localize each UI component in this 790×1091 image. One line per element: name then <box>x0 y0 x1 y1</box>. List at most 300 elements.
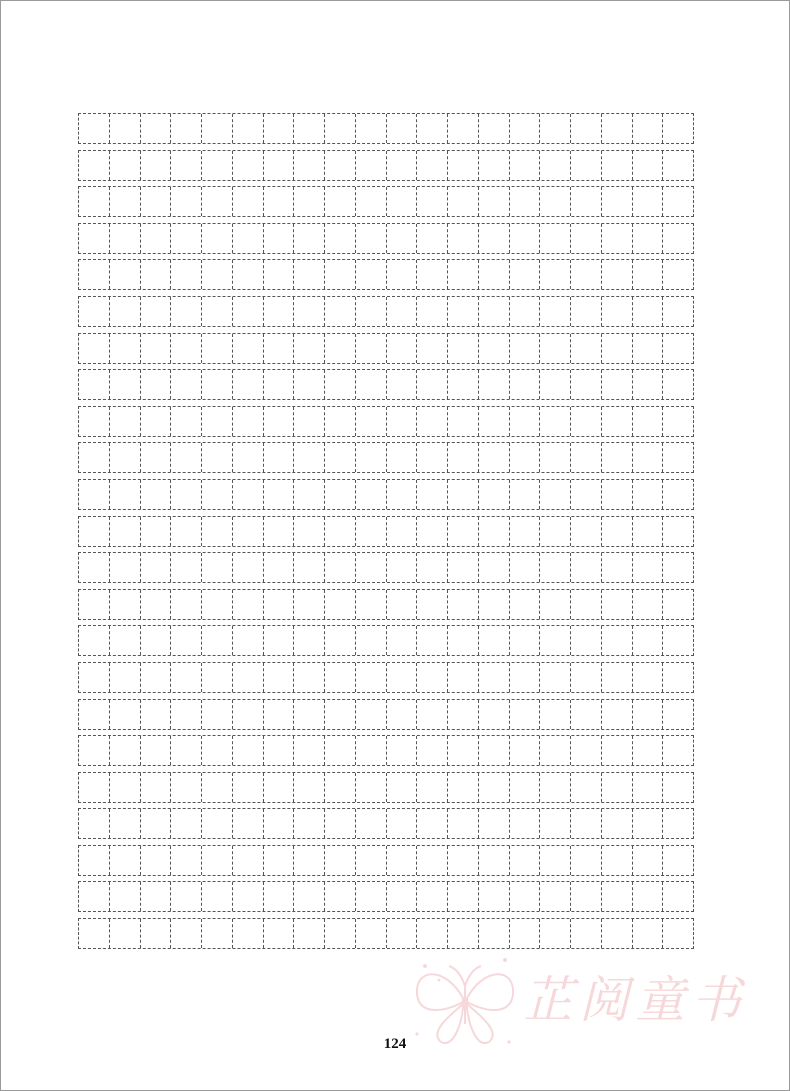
grid-cell <box>171 517 202 546</box>
grid-cell <box>110 882 141 911</box>
grid-cell <box>171 700 202 729</box>
grid-cell <box>540 517 571 546</box>
grid-cell <box>264 114 295 143</box>
grid-cell <box>387 151 418 180</box>
grid-cell <box>387 736 418 765</box>
grid-cell <box>571 626 602 655</box>
grid-cell <box>510 663 541 692</box>
grid-cell <box>202 590 233 619</box>
grid-cell <box>171 260 202 289</box>
grid-cell <box>356 736 387 765</box>
grid-cell <box>79 407 110 436</box>
grid-cell <box>79 846 110 875</box>
grid-cell <box>663 334 693 363</box>
grid-cell <box>448 590 479 619</box>
grid-cell <box>233 114 264 143</box>
grid-cell <box>602 260 633 289</box>
grid-cell <box>510 260 541 289</box>
grid-cell <box>387 553 418 582</box>
grid-cell <box>448 224 479 253</box>
grid-cell <box>448 443 479 472</box>
grid-cell <box>387 663 418 692</box>
grid-cell <box>171 809 202 838</box>
grid-cell <box>602 407 633 436</box>
grid-cell <box>325 517 356 546</box>
grid-cell <box>325 736 356 765</box>
grid-cell <box>663 882 693 911</box>
grid-cell <box>264 736 295 765</box>
grid-cell <box>294 553 325 582</box>
grid-cell <box>294 260 325 289</box>
grid-cell <box>417 114 448 143</box>
grid-cell <box>540 590 571 619</box>
grid-cell <box>233 407 264 436</box>
grid-cell <box>510 517 541 546</box>
grid-row <box>78 589 694 620</box>
grid-cell <box>356 297 387 326</box>
grid-cell <box>602 517 633 546</box>
grid-cell <box>264 443 295 472</box>
grid-cell <box>110 553 141 582</box>
grid-cell <box>479 260 510 289</box>
grid-cell <box>110 626 141 655</box>
grid-cell <box>264 919 295 948</box>
grid-cell <box>141 553 172 582</box>
grid-cell <box>294 114 325 143</box>
grid-cell <box>294 224 325 253</box>
grid-cell <box>264 517 295 546</box>
grid-cell <box>663 736 693 765</box>
grid-cell <box>448 517 479 546</box>
grid-row <box>78 625 694 656</box>
grid-cell <box>141 114 172 143</box>
grid-cell <box>110 297 141 326</box>
grid-cell <box>264 809 295 838</box>
grid-row <box>78 186 694 217</box>
grid-row <box>78 113 694 144</box>
grid-cell <box>79 590 110 619</box>
grid-cell <box>79 260 110 289</box>
grid-cell <box>633 151 664 180</box>
grid-cell <box>479 663 510 692</box>
grid-cell <box>510 334 541 363</box>
grid-cell <box>202 663 233 692</box>
grid-cell <box>110 370 141 399</box>
grid-cell <box>79 919 110 948</box>
grid-cell <box>294 773 325 802</box>
grid-cell <box>387 626 418 655</box>
grid-cell <box>141 187 172 216</box>
grid-cell <box>602 224 633 253</box>
grid-cell <box>171 114 202 143</box>
grid-cell <box>264 882 295 911</box>
grid-cell <box>325 443 356 472</box>
grid-cell <box>325 882 356 911</box>
grid-cell <box>264 626 295 655</box>
grid-cell <box>571 187 602 216</box>
grid-cell <box>356 370 387 399</box>
grid-cell <box>356 260 387 289</box>
grid-cell <box>540 882 571 911</box>
grid-cell <box>387 846 418 875</box>
grid-cell <box>448 553 479 582</box>
grid-cell <box>510 736 541 765</box>
grid-cell <box>233 626 264 655</box>
grid-cell <box>540 151 571 180</box>
grid-cell <box>202 224 233 253</box>
grid-cell <box>356 846 387 875</box>
grid-cell <box>540 370 571 399</box>
grid-cell <box>110 919 141 948</box>
grid-cell <box>356 626 387 655</box>
grid-cell <box>264 297 295 326</box>
grid-cell <box>110 846 141 875</box>
grid-cell <box>479 114 510 143</box>
grid-cell <box>479 626 510 655</box>
grid-cell <box>387 260 418 289</box>
grid-cell <box>294 151 325 180</box>
grid-cell <box>663 114 693 143</box>
grid-cell <box>356 480 387 509</box>
grid-cell <box>79 297 110 326</box>
grid-cell <box>233 846 264 875</box>
grid-cell <box>602 663 633 692</box>
grid-cell <box>264 590 295 619</box>
grid-cell <box>540 663 571 692</box>
grid-cell <box>633 773 664 802</box>
grid-cell <box>540 187 571 216</box>
grid-cell <box>141 590 172 619</box>
grid-cell <box>79 480 110 509</box>
grid-cell <box>417 809 448 838</box>
grid-cell <box>294 590 325 619</box>
grid-cell <box>540 626 571 655</box>
grid-cell <box>479 407 510 436</box>
grid-cell <box>448 480 479 509</box>
grid-cell <box>325 114 356 143</box>
grid-cell <box>417 773 448 802</box>
grid-cell <box>571 517 602 546</box>
grid-row <box>78 259 694 290</box>
grid-row <box>78 442 694 473</box>
grid-cell <box>233 663 264 692</box>
grid-cell <box>141 663 172 692</box>
grid-cell <box>110 187 141 216</box>
grid-cell <box>633 260 664 289</box>
grid-cell <box>571 443 602 472</box>
grid-cell <box>417 224 448 253</box>
grid-cell <box>356 553 387 582</box>
grid-cell <box>602 809 633 838</box>
grid-cell <box>571 224 602 253</box>
grid-cell <box>325 553 356 582</box>
grid-cell <box>602 151 633 180</box>
grid-cell <box>633 663 664 692</box>
grid-cell <box>264 370 295 399</box>
grid-cell <box>663 553 693 582</box>
grid-row <box>78 223 694 254</box>
grid-cell <box>294 626 325 655</box>
grid-cell <box>571 590 602 619</box>
grid-cell <box>663 517 693 546</box>
grid-cell <box>171 187 202 216</box>
grid-cell <box>479 297 510 326</box>
grid-cell <box>479 736 510 765</box>
grid-cell <box>141 224 172 253</box>
grid-cell <box>510 773 541 802</box>
grid-cell <box>663 224 693 253</box>
grid-cell <box>79 809 110 838</box>
grid-cell <box>633 809 664 838</box>
grid-cell <box>510 480 541 509</box>
grid-cell <box>633 370 664 399</box>
grid-row <box>78 406 694 437</box>
grid-row <box>78 369 694 400</box>
grid-cell <box>141 443 172 472</box>
grid-cell <box>387 334 418 363</box>
grid-cell <box>325 260 356 289</box>
grid-cell <box>602 443 633 472</box>
grid-cell <box>233 590 264 619</box>
grid-cell <box>233 224 264 253</box>
grid-cell <box>479 590 510 619</box>
grid-cell <box>202 919 233 948</box>
grid-cell <box>510 553 541 582</box>
grid-cell <box>110 773 141 802</box>
grid-cell <box>417 663 448 692</box>
grid-cell <box>387 480 418 509</box>
grid-cell <box>110 480 141 509</box>
grid-cell <box>663 151 693 180</box>
grid-cell <box>633 224 664 253</box>
grid-cell <box>633 114 664 143</box>
grid-cell <box>141 773 172 802</box>
grid-cell <box>510 187 541 216</box>
grid-cell <box>571 114 602 143</box>
grid-cell <box>141 260 172 289</box>
grid-cell <box>141 736 172 765</box>
grid-cell <box>540 809 571 838</box>
grid-cell <box>202 736 233 765</box>
grid-cell <box>325 809 356 838</box>
grid-cell <box>417 334 448 363</box>
grid-cell <box>448 187 479 216</box>
grid-cell <box>663 773 693 802</box>
grid-cell <box>233 773 264 802</box>
grid-cell <box>356 517 387 546</box>
grid-cell <box>479 846 510 875</box>
grid-cell <box>540 407 571 436</box>
grid-cell <box>79 700 110 729</box>
grid-cell <box>633 553 664 582</box>
grid-cell <box>356 700 387 729</box>
grid-cell <box>294 370 325 399</box>
grid-cell <box>294 846 325 875</box>
grid-cell <box>110 224 141 253</box>
grid-cell <box>79 443 110 472</box>
grid-cell <box>602 334 633 363</box>
grid-cell <box>264 773 295 802</box>
grid-cell <box>633 590 664 619</box>
grid-cell <box>171 663 202 692</box>
grid-cell <box>79 114 110 143</box>
grid-cell <box>79 517 110 546</box>
grid-cell <box>510 846 541 875</box>
grid-cell <box>663 809 693 838</box>
grid-cell <box>141 370 172 399</box>
grid-cell <box>356 773 387 802</box>
grid-cell <box>294 517 325 546</box>
grid-cell <box>356 407 387 436</box>
grid-cell <box>510 443 541 472</box>
grid-cell <box>233 297 264 326</box>
grid-cell <box>479 773 510 802</box>
grid-cell <box>448 114 479 143</box>
grid-cell <box>171 443 202 472</box>
grid-cell <box>79 663 110 692</box>
grid-cell <box>479 480 510 509</box>
grid-cell <box>540 846 571 875</box>
grid-cell <box>141 151 172 180</box>
grid-cell <box>571 700 602 729</box>
grid-cell <box>448 297 479 326</box>
grid-row <box>78 772 694 803</box>
grid-cell <box>233 151 264 180</box>
grid-row <box>78 296 694 327</box>
grid-cell <box>356 443 387 472</box>
grid-cell <box>387 517 418 546</box>
grid-cell <box>294 700 325 729</box>
grid-cell <box>633 882 664 911</box>
grid-cell <box>448 260 479 289</box>
grid-cell <box>141 809 172 838</box>
grid-cell <box>141 297 172 326</box>
grid-cell <box>110 407 141 436</box>
grid-cell <box>510 151 541 180</box>
grid-cell <box>110 114 141 143</box>
grid-row <box>78 333 694 364</box>
grid-cell <box>417 736 448 765</box>
grid-cell <box>356 187 387 216</box>
grid-cell <box>110 736 141 765</box>
grid-cell <box>602 626 633 655</box>
grid-cell <box>510 224 541 253</box>
grid-cell <box>171 297 202 326</box>
grid-cell <box>325 297 356 326</box>
grid-cell <box>264 407 295 436</box>
grid-cell <box>294 809 325 838</box>
grid-cell <box>141 626 172 655</box>
grid-cell <box>448 809 479 838</box>
grid-cell <box>602 480 633 509</box>
grid-cell <box>110 260 141 289</box>
grid-cell <box>540 700 571 729</box>
grid-cell <box>325 846 356 875</box>
grid-cell <box>479 443 510 472</box>
grid-cell <box>571 297 602 326</box>
grid-cell <box>141 480 172 509</box>
grid-cell <box>325 590 356 619</box>
grid-cell <box>110 809 141 838</box>
grid-cell <box>448 370 479 399</box>
grid-cell <box>202 846 233 875</box>
grid-cell <box>202 370 233 399</box>
grid-cell <box>264 846 295 875</box>
grid-cell <box>264 553 295 582</box>
grid-row <box>78 845 694 876</box>
grid-cell <box>294 443 325 472</box>
grid-cell <box>633 846 664 875</box>
grid-cell <box>387 809 418 838</box>
grid-cell <box>479 809 510 838</box>
grid-cell <box>264 187 295 216</box>
grid-cell <box>479 553 510 582</box>
grid-cell <box>325 187 356 216</box>
grid-cell <box>540 480 571 509</box>
grid-cell <box>294 919 325 948</box>
grid-cell <box>202 297 233 326</box>
grid-cell <box>202 882 233 911</box>
grid-cell <box>356 919 387 948</box>
grid-cell <box>387 882 418 911</box>
grid-cell <box>79 553 110 582</box>
grid-cell <box>325 626 356 655</box>
grid-cell <box>479 517 510 546</box>
grid-cell <box>417 517 448 546</box>
grid-cell <box>233 443 264 472</box>
grid-cell <box>571 370 602 399</box>
grid-cell <box>571 882 602 911</box>
grid-cell <box>79 187 110 216</box>
grid-cell <box>571 663 602 692</box>
grid-cell <box>663 260 693 289</box>
grid-cell <box>202 260 233 289</box>
grid-row <box>78 552 694 583</box>
grid-cell <box>633 700 664 729</box>
grid-cell <box>233 260 264 289</box>
grid-cell <box>571 846 602 875</box>
grid-cell <box>110 443 141 472</box>
grid-cell <box>202 187 233 216</box>
grid-cell <box>663 187 693 216</box>
grid-cell <box>633 334 664 363</box>
grid-cell <box>79 334 110 363</box>
grid-cell <box>325 480 356 509</box>
composition-grid <box>78 113 694 955</box>
grid-cell <box>633 297 664 326</box>
grid-cell <box>448 151 479 180</box>
grid-cell <box>417 590 448 619</box>
grid-cell <box>171 151 202 180</box>
grid-cell <box>171 480 202 509</box>
grid-cell <box>264 700 295 729</box>
grid-cell <box>540 260 571 289</box>
grid-cell <box>356 590 387 619</box>
grid-cell <box>387 773 418 802</box>
grid-cell <box>387 590 418 619</box>
grid-cell <box>264 151 295 180</box>
grid-cell <box>479 882 510 911</box>
grid-row <box>78 479 694 510</box>
grid-cell <box>510 114 541 143</box>
grid-cell <box>387 443 418 472</box>
grid-cell <box>663 480 693 509</box>
grid-cell <box>171 882 202 911</box>
grid-cell <box>171 334 202 363</box>
grid-cell <box>540 443 571 472</box>
grid-cell <box>325 224 356 253</box>
grid-cell <box>264 224 295 253</box>
